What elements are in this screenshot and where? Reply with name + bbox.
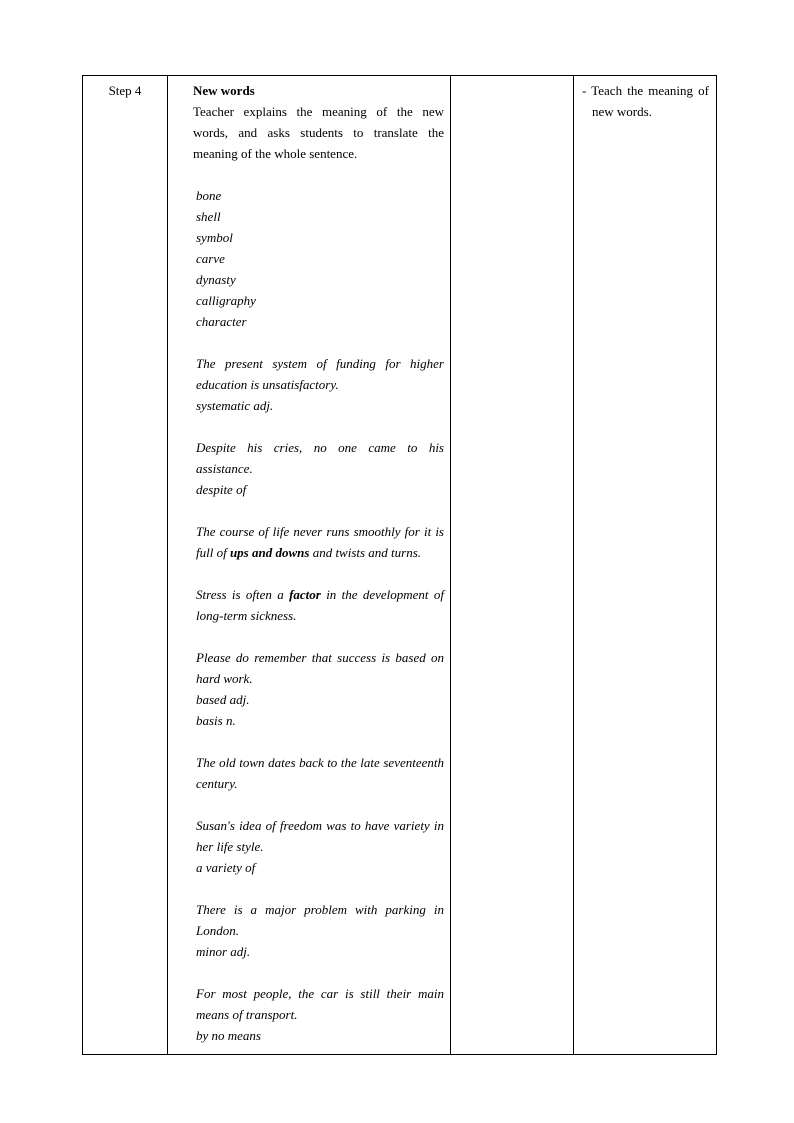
vocabulary-word: symbol <box>196 230 233 245</box>
sentence-text: Please do remember that success is based on hard work. <box>196 650 444 686</box>
vocabulary-list <box>196 185 444 332</box>
related-term: despite of <box>196 482 247 497</box>
activity-content-cell <box>168 76 451 1055</box>
example-block <box>196 353 444 416</box>
example-sentence <box>196 815 444 857</box>
example-sentence <box>196 647 444 689</box>
purpose-cell <box>574 76 717 1055</box>
related-term: minor adj. <box>196 944 251 959</box>
empty-column-cell <box>451 76 574 1055</box>
example-sentence <box>196 584 444 626</box>
example-sentence <box>196 899 444 941</box>
related-term: systematic adj. <box>196 398 274 413</box>
example-sentence <box>196 752 444 794</box>
sentence-text: The course of life never runs smoothly for it is full of <box>196 524 444 560</box>
table-row <box>83 76 717 1055</box>
vocabulary-word: carve <box>196 251 225 266</box>
related-term: basis n. <box>196 713 236 728</box>
section-title: New words <box>193 83 255 98</box>
vocabulary-word: calligraphy <box>196 293 256 308</box>
sentence-text: The present system of funding for higher education is unsatisfactory. <box>196 356 444 392</box>
example-block <box>196 584 444 626</box>
vocabulary-word: character <box>196 314 247 329</box>
example-sentence <box>196 983 444 1025</box>
key-phrase: factor <box>289 587 321 602</box>
sentence-text: Stress is often a <box>196 587 290 602</box>
purpose-note: - Teach the meaning of new words. <box>582 83 709 119</box>
example-block <box>196 752 444 794</box>
example-block <box>196 521 444 563</box>
related-term: by no means <box>196 1028 261 1043</box>
vocabulary-word: dynasty <box>196 272 236 287</box>
vocabulary-word: shell <box>196 209 221 224</box>
example-block <box>196 437 444 500</box>
example-block <box>196 983 444 1046</box>
example-block <box>196 899 444 962</box>
sentence-text: Despite his cries, no one came to his assistance. <box>196 440 444 476</box>
related-term: based adj. <box>196 692 250 707</box>
step-label: Step 4 <box>108 83 142 98</box>
example-sentence <box>196 521 444 563</box>
example-block <box>196 647 444 731</box>
instructions-text: Teacher explains the meaning of the new words, and asks students to translate the meaning of the whole sentence. <box>193 104 444 161</box>
lesson-plan-table <box>82 75 717 1055</box>
related-term: a variety of <box>196 860 256 875</box>
example-block <box>196 815 444 878</box>
example-sentences <box>193 353 444 1046</box>
step-label-cell <box>83 76 168 1055</box>
sentence-text: For most people, the car is still their main means of transport. <box>196 986 444 1022</box>
key-phrase: ups and downs <box>229 545 310 560</box>
sentence-text: The old town dates back to the late seventeenth century. <box>196 755 444 791</box>
vocabulary-word: bone <box>196 188 222 203</box>
example-sentence <box>196 437 444 479</box>
sentence-text: There is a major problem with parking in London. <box>196 902 444 938</box>
sentence-text-continued: in the development of long-term sickness. <box>196 587 444 623</box>
sentence-text-continued: and twists and turns. <box>309 545 422 560</box>
sentence-text: Susan's idea of freedom was to have variety in her life style. <box>196 818 444 854</box>
example-sentence <box>196 353 444 395</box>
